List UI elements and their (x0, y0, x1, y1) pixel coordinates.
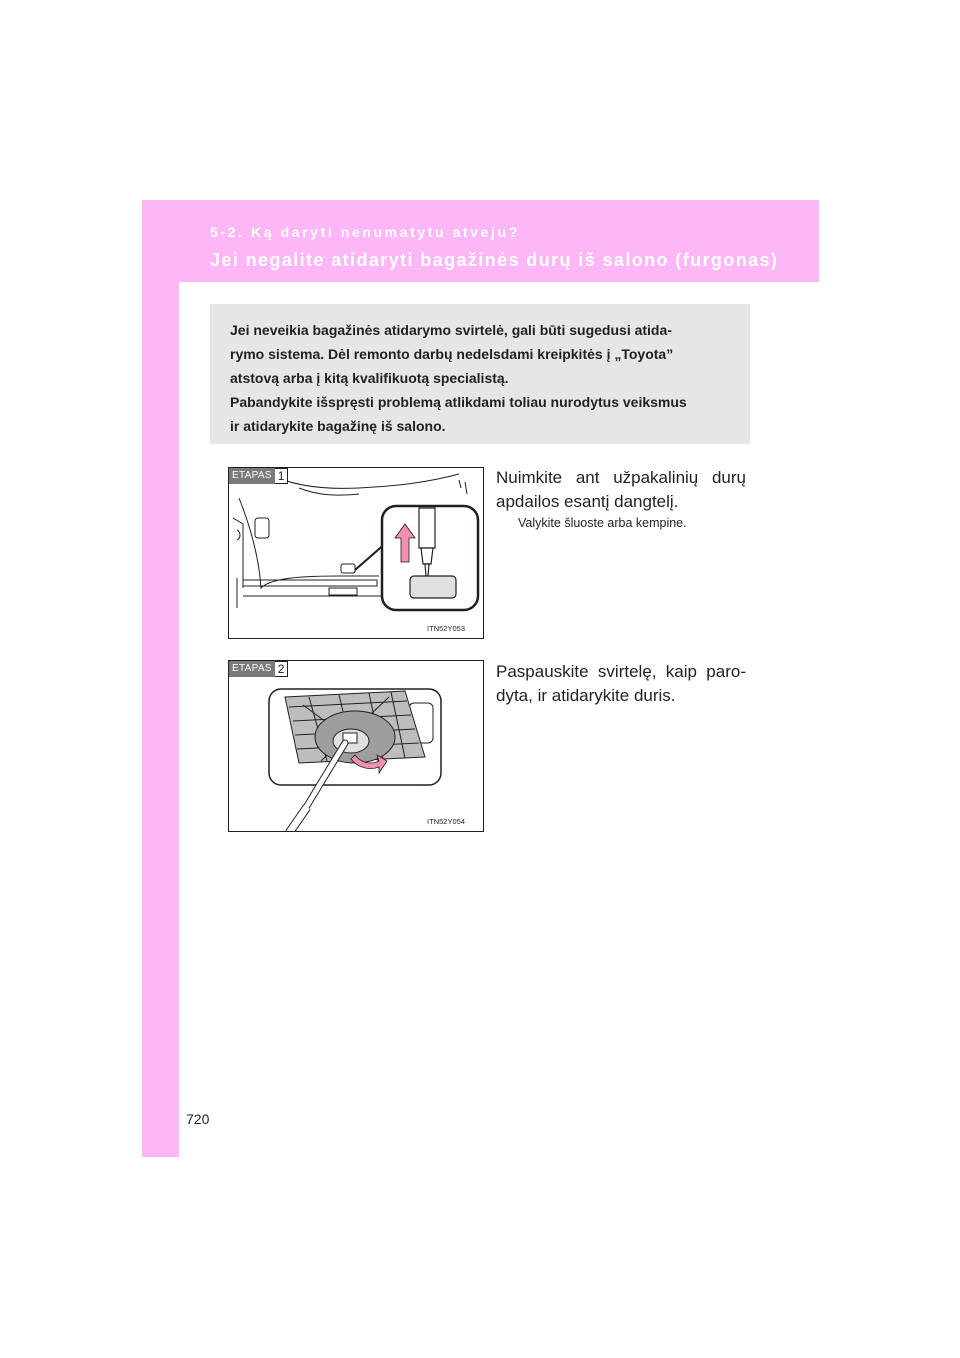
intro-line: Pabandykite išspręsti problemą atlikdami toliau nurodytus veiksmus (230, 394, 687, 410)
step1-instruction: Nuimkite ant užpakalinių durų apdailos esantį dangtelį. (496, 468, 746, 511)
lever-release-illustration (229, 661, 484, 832)
figure-code: ITN52Y054 (427, 817, 465, 826)
page-number: 720 (186, 1111, 210, 1127)
figure-code: ITN52Y053 (427, 624, 465, 633)
page-title: Jei negalite atidaryti bagažinės durų iš salono (furgonas) (210, 250, 779, 270)
step1-illustration (228, 467, 484, 639)
door-trim-cover-illustration (229, 468, 484, 639)
step-badge-word: ETAPAS (229, 468, 275, 484)
intro-line: Jei neveikia bagažinės atidarymo svirtelė, gali būti sugedusi atida- (230, 322, 672, 338)
step-badge-number: 2 (275, 661, 289, 677)
intro-line: rymo sistema. Dėl remonto darbų nedelsdami kreipkitės į „Toyota” (230, 346, 674, 362)
step2-illustration (228, 660, 484, 832)
step-badge (229, 661, 288, 677)
side-tab (142, 200, 179, 1157)
intro-box (210, 304, 750, 444)
step2-instruction: Paspauskite svirtelę, kaip paro-dyta, ir atidarykite duris. (496, 662, 746, 705)
intro-line: atstovą arba į kitą kvalifikuotą specialistą. (230, 370, 509, 386)
step-badge-number: 1 (275, 468, 289, 484)
intro-line: ir atidarykite bagažinę iš salono. (230, 418, 446, 434)
step1-note: Valykite šluoste arba kempine. (518, 516, 687, 530)
section-label: 5-2. Ką daryti nenumatytu atveju? (210, 224, 520, 240)
step-badge-word: ETAPAS (229, 661, 275, 677)
step-badge (229, 468, 288, 484)
